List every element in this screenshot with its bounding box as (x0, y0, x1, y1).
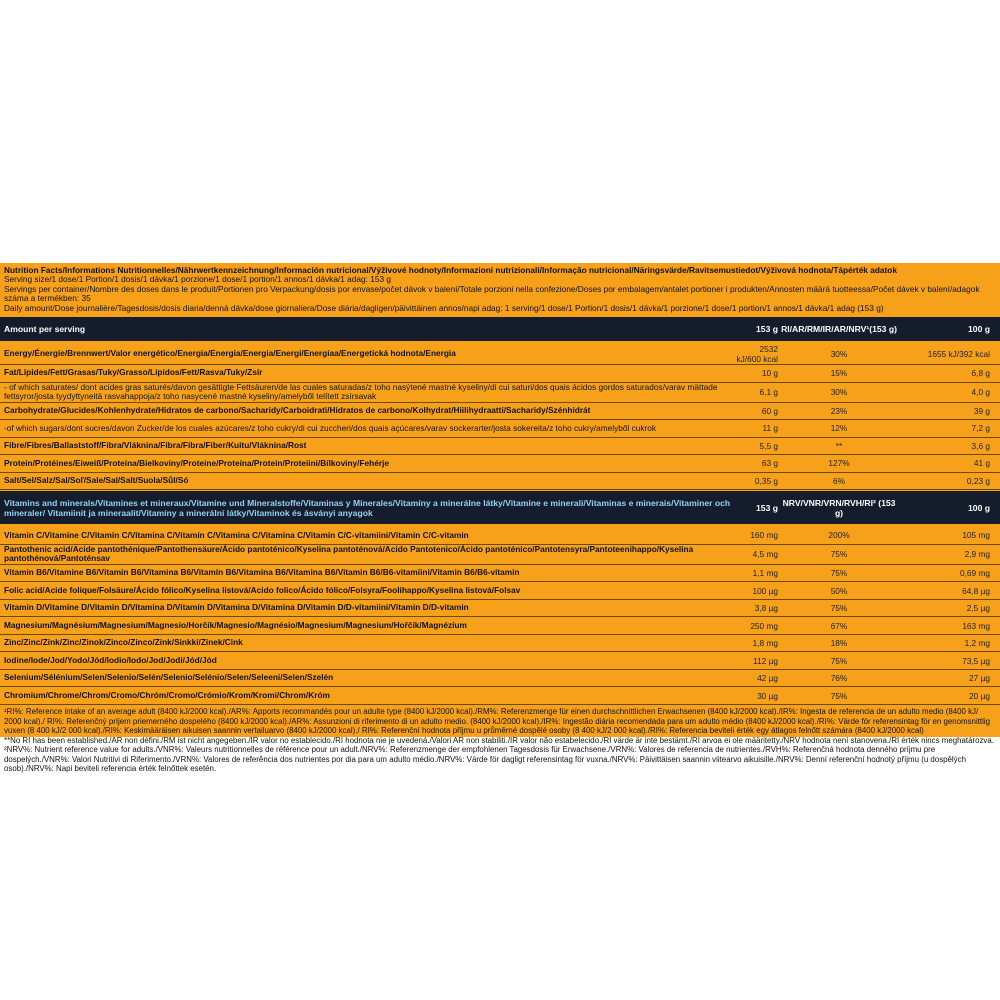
nutrient-name: Iodine/Iode/Jod/Yodo/Jód/Iodio/Iodo/Jod/Jodi/Jód/Jód (4, 654, 217, 665)
value-per-serving: 63 g (761, 458, 778, 469)
reference-percent: 200% (828, 530, 850, 541)
value-per-100g: 64,8 µg (962, 585, 990, 596)
value-per-serving: 250 mg (750, 620, 778, 631)
header-col-ri: RI/AR/RM/IR/AR/NRV¹(153 g) (781, 324, 897, 335)
table-row (0, 582, 1000, 600)
nutrition-header (0, 266, 1000, 313)
reference-percent: 67% (830, 620, 848, 631)
value-per-100g: 6,8 g (971, 368, 990, 379)
reference-percent: 75% (830, 690, 848, 701)
nutrient-name: Vitamin C/Vitamine C/Vitamin C/Vitamina C/Vitamín C/Vitamina C/Vitamina C/Vitamin C/C-vitamiini/Vitamin C/C-vitamin (4, 529, 469, 540)
table-row (0, 455, 1000, 473)
value-per-serving: 2532 kJ/600 kcal (736, 344, 778, 365)
table-row (0, 565, 1000, 583)
table-row (0, 344, 1000, 365)
reference-percent: 6% (833, 475, 845, 486)
value-per-serving: 112 µg (753, 655, 778, 666)
table-row (0, 600, 1000, 618)
vitamins-header-label: Vitamins and minerals/Vitamines et mineraux/Vitamine und Mineralstoffe/Vitaminas y Minerales/Vitamíny a minerálne látky/Vitamine e minerali/Vitaminas e minerais/Vitaminer och mineraler/ Vitamiinit ja mineraalit/Vitamíny a minerální látky/Vitaminok és ásványi anyagok (4, 497, 731, 518)
value-per-100g: 0,23 g (966, 475, 990, 486)
nutrient-name: Selenium/Sélénium/Selen/Selenio/Selén/Selenio/Selénio/Selen/Seleeni/Selen/Szelén (4, 672, 334, 683)
value-per-serving: 160 mg (750, 530, 778, 541)
header-col-100g: 100 g (968, 324, 990, 335)
table-row (0, 383, 1000, 403)
table-row (0, 365, 1000, 383)
nutrients-table-header (0, 317, 1000, 341)
table-row (0, 438, 1000, 456)
nutrient-name: Folic acid/Acide folique/Folsäure/Ácido fólico/Kyselina listová/Acido folico/Ácido fólico/Folsyra/Foolihappo/Kyselina listová/Folsav (4, 584, 521, 595)
value-per-serving: 42 µg (757, 673, 778, 684)
reference-percent: 50% (830, 585, 848, 596)
vitamins-header-col-nrv: NRV/VNR/VRN/RVH/RI² (153 g) (782, 497, 896, 518)
value-per-100g: 7,2 g (971, 423, 990, 434)
nutrition-title: Nutrition Facts/Informations Nutritionnelles/Nährwertkennzeichnung/Información nutricional/Výživové hodnoty/Informazioni nutrizionali/Informação nutricional/Näringsvärde/Ravitsemustiedot/Výživová hodnota/Tápérték adatok (4, 265, 897, 275)
table-row (0, 420, 1000, 438)
value-per-100g: 73,5 µg (962, 655, 990, 666)
header-label: Amount per serving (4, 324, 86, 335)
vitamins-header-col-serving: 153 g (756, 502, 778, 513)
value-per-serving: 3,8 µg (754, 603, 778, 614)
reference-percent: 23% (830, 405, 848, 416)
value-per-100g: 20 µg (969, 690, 990, 701)
vitamins-header-col-100g: 100 g (968, 502, 990, 513)
value-per-100g: 163 mg (962, 620, 990, 631)
nutrient-name: Pantothenic acid/Acide pantothénique/Pantothensäure/Ácido pantoténico/Kyselina pantoténová/Acido Pantotenico/Ácido pantoténico/Pantotensyra/Pantoteenihappo/Kyselina pantothénová/Pantoténsav (4, 543, 694, 564)
reference-percent: 15% (830, 368, 848, 379)
nutrient-name: Zinc/Zinc/Zink/Zinc/Zinok/Zinco/Zinco/Zink/Sinkki/Zinek/Cink (4, 637, 243, 648)
value-per-serving: 6,1 g (759, 387, 778, 398)
value-per-100g: 2,5 µg (966, 603, 990, 614)
nutrients-table (0, 344, 1000, 490)
table-row (0, 652, 1000, 670)
table-row (0, 670, 1000, 688)
nutrient-name: Carbohydrate/Glucides/Kohlenhydrate/Hidratos de carbono/Sacharidy/Carboidrati/Hidratos de carbono/Kolhydrat/Hiilihydraatti/Sacharidy/Szénhidrát (4, 405, 591, 416)
nutrient-name: Vitamin D/Vitamine D/Vitamin D/Vitamina D/Vitamín D/Vitamina D/Vitamina D/Vitamin D/D-vitamiini/Vitamin D/D-vitamin (4, 602, 469, 613)
footnotes (0, 705, 1000, 774)
reference-percent: 75% (830, 568, 848, 579)
nutrient-name: Chromium/Chrome/Chrom/Cromo/Chróm/Cromo/Crómio/Krom/Kromi/Chrom/Króm (4, 689, 330, 700)
value-per-serving: 0,35 g (754, 475, 778, 486)
footnote-ri: ¹RI%: Reference intake of an average adult (8400 kJ/2000 kcal)./AR%: Apports recommandés pour un adulte type (8400 kJ/2000 kcal)./RM%: Referenzmenge für einen durchschnittlichen Erwachsenen (8400 kJ/2000 kcal)./IR%: Ingesta de referencia de un adulto medio (8400 kJ/ 2000 kcal)./ RI%: Referenčný príjem priemerného dospelého (8400 kJ/2000 kcal)./AR%: Assunzioni di riferimento di un adulto medio. (8400 kJ/2000 kcal)./IR%: Ingestão diária recomendada para um adulto médio (8400 kJ/2000 kcal)./RI%: Värde för referensintag för en genomsnittlig vuxen (8 400 kJ/2 000 kcal)./RI%: Keskimääräisen aikuisen saannin vertailuarvo (8400 kJ/2000 kcal)./ RI%: Referenční hodnota příjmu u průměrné dospělé osoby (8 400 kJ/2 000 kcal)./RI%: Referencia beviteli érték egy átlagos felnőtt számára (8400 kJ/2000 kcal) (4, 706, 990, 736)
nutrition-panel (0, 263, 1000, 774)
value-per-serving: 10 g (761, 368, 778, 379)
footnote-nrv: ²NRV%: Nutrient reference value for adults./VNR%: Valeurs nutritionnelles de référence pour un adult./NRV%: Referenzmenge der empfohlenen Tagesdosis für Erwachsene./VRN%: Valores de referencia de nutrientes./RVH%: Referenčná hodnota denného príjmu pre dospelých./VNR%: Valori Nutritivi di Riferimento./VRN%: Valores de referência dos nutrientes por dia para um adulto médio./NRV%: Värde för dagligt referensintag för vuxna./NRV%: Päivittäisen saannin viitearvo aikuisille./NRV%: Denní referenční hodnotý příjmu (u dospělých osob)./NRV%: Napi beviteli referencia érték felnőttek esetén. (4, 745, 966, 774)
value-per-100g: 27 µg (969, 673, 990, 684)
reference-percent: 75% (830, 549, 848, 560)
value-per-100g: 3,6 g (971, 440, 990, 451)
value-per-serving: 4,5 mg (752, 549, 778, 560)
table-row (0, 617, 1000, 635)
reference-percent: ** (835, 440, 843, 451)
vitamins-table (0, 527, 1000, 705)
nutrient-name: Salt/Sel/Salz/Sal/Soľ/Sale/Sal/Salt/Suola/Sůl/Só (4, 475, 189, 486)
value-per-serving: 11 g (762, 423, 778, 434)
nutrient-name: Fat/Lipides/Fett/Grasas/Tuky/Grasso/Lípidos/Fett/Rasva/Tuky/Zsír (4, 367, 263, 378)
table-row (0, 635, 1000, 653)
value-per-100g: 39 g (973, 405, 990, 416)
servings-per-container: Servings per container/Nombre des doses dans le produit/Portionen pro Verpackung/dosis por envase/počet dávok v balení/Totale porzioni nella confezione/Doses por embalagem/antalet portioner i produkten/Annosten määrä tuotteessa/Počet dávek v balení/adagok száma a termékben: 35 (4, 283, 980, 304)
nutrient-name: Vitamin B6/Vitamine B6/Vitamin B6/Vitamina B6/Vitamín B6/Vitamina B6/Vitamina B6/Vitamin B6/B6-vitamiini/Vitamin B6/B6-vitamin (4, 567, 520, 578)
value-per-100g: 41 g (973, 458, 990, 469)
reference-percent: 75% (830, 655, 848, 666)
reference-percent: 18% (830, 638, 848, 649)
reference-percent: 76% (830, 673, 848, 684)
value-per-serving: 30 µg (757, 690, 778, 701)
value-per-serving: 5,5 g (759, 440, 778, 451)
value-per-100g: 4,0 g (971, 387, 990, 398)
table-row (0, 403, 1000, 421)
table-row (0, 473, 1000, 491)
footnote-no-ri: **No RI has been established./AR non défini./RM ist nicht angegeben./IR valor no establecido./RI hodnota nie je uvedená./Valori AR non stabiliti./IR valor não estabelecido./RI värde är inte bestämt./RI arvoa ei ole määritetty./NRV hodnota není stanovena./RI érték nincs meghatározva. (4, 735, 994, 745)
value-per-serving: 60 g (761, 405, 778, 416)
nutrient-name: - of which saturates/ dont acides gras saturés/davon gesättigte Fettsäuren/de las cuales saturadas/z toho nasýtené mastné kyseliny/di cui saturi/dos quais ácidos gordos saturados/varav mättade fettsyror/josta tyydyttyneitä rasvahappoja/z toho nasycené mastné kyseliny/amelyből telített zsírsavak (4, 381, 718, 402)
reference-percent: 30% (830, 387, 848, 398)
value-per-100g: 0,69 mg (960, 568, 990, 579)
header-col-serving: 153 g (756, 324, 778, 335)
nutrient-name: Protein/Protéines/Eiweiß/Proteína/Bielkoviny/Proteine/Proteína/Protein/Proteiini/Bílkoviny/Fehérje (4, 457, 389, 468)
nutrient-name: Fibre/Fibres/Ballaststoff/Fibra/Vláknina/Fibra/Fibra/Fiber/Kuitu/Vláknina/Rost (4, 440, 307, 451)
serving-size: Serving size/1 dose/1 Portion/1 dosis/1 dávka/1 porzione/1 dose/1 portion/1 annos/1 dávka/1 adag: 153 g (4, 274, 391, 285)
table-row (0, 545, 1000, 565)
value-per-100g: 1655 kJ/392 kcal (927, 349, 990, 360)
vitamins-table-header (0, 491, 1000, 524)
reference-percent: 75% (830, 603, 848, 614)
table-row (0, 527, 1000, 545)
reference-percent: 30% (830, 349, 848, 360)
reference-percent: 12% (830, 423, 848, 434)
table-row (0, 687, 1000, 705)
value-per-serving: 1,8 mg (752, 638, 778, 649)
value-per-100g: 2,9 mg (964, 549, 990, 560)
nutrient-name: Energy/Énergie/Brennwert/Valor energético/Energia/Energia/Energia/Energi/Energiaa/Energetická hodnota/Energia (4, 348, 456, 359)
nutrient-name: -of which sugars/dont sucres/davon Zucker/de los cuales azúcares/z toho cukry/di cui zuccheri/dos quais açúcares/varav sockerarter/josta sokereita/z toho cukry/amelyből cukrok (4, 422, 657, 433)
reference-percent: 127% (828, 458, 850, 469)
daily-amount: Daily amount/Dose journalière/Tagesdosis/dosis diaria/denná dávka/dose giornaliera/Dose diária/dagligen/päivittäinen annos/napi adag: 1 serving/1 dose/1 Portion/1 dosis/1 dávka/1 porzione/1 dose/1 portion/1 annos/1 dávka/1 adag (153 g) (4, 302, 884, 313)
value-per-100g: 105 mg (962, 530, 990, 541)
nutrient-name: Magnesium/Magnésium/Magnesium/Magnesio/Horčík/Magnesio/Magnésio/Magnesium/Magnesium/Hořčík/Magnézium (4, 619, 467, 630)
value-per-serving: 1,1 mg (752, 568, 778, 579)
value-per-100g: 1,2 mg (964, 638, 990, 649)
value-per-serving: 100 µg (752, 585, 778, 596)
